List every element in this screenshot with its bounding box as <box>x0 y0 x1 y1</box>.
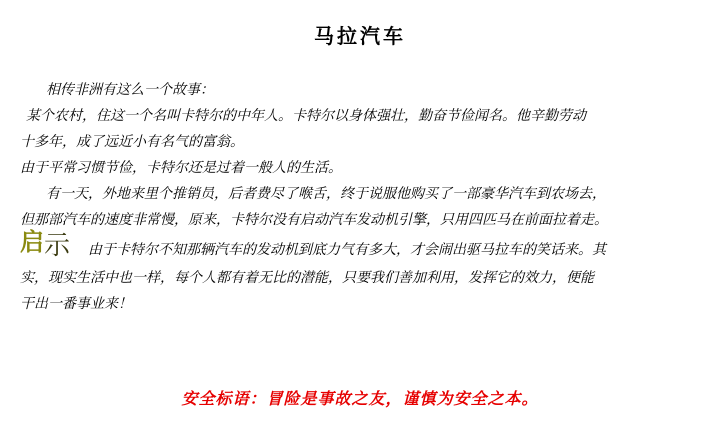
story-body <box>20 77 710 317</box>
safety-slogan-text: 冒险是事故之友，谨慎为安全之本。 <box>266 389 539 408</box>
enlightenment-heading-char-1: 启 <box>20 227 44 256</box>
paragraph-4-line-2: 实，现实生活中也一样，每个人都有着无比的潜能，只要我们善加利用，发挥它的效力，便能 <box>20 270 594 286</box>
paragraph-1-line-2: 十多年，成了远近小有名气的富翁。 <box>20 134 244 150</box>
paragraph-2: 由于平常习惯节俭，卡特尔还是过着一般人的生活。 <box>20 160 342 176</box>
page-title: 马拉汽车 <box>314 24 406 48</box>
paragraph-4-line-3: 干出一番事业来！ <box>20 296 132 312</box>
paragraph-3-line-1: 有一天，外地来里个推销员，后者费尽了喉舌，终于说服他购买了一部豪华汽车到农场去， <box>46 186 606 202</box>
paragraph-3-line-2: 但那部汽车的速度非常慢，原来，卡特尔没有启动汽车发动机引擎，只用四匹马在前面拉着走。 <box>20 212 608 228</box>
intro-line: 相传非洲有这么一个故事： <box>46 82 214 98</box>
paragraph-4-line-1 <box>20 227 710 265</box>
safety-slogan-label: 安全标语： <box>181 389 267 408</box>
paragraph-4-line-1-text: 由于卡特尔不知那辆汽车的发动机到底力气有多大，才会闹出驱马拉车的笑话来。其 <box>88 242 606 258</box>
safety-slogan <box>0 386 720 409</box>
paragraph-1-line-1: 某个农村，住这一个名叫卡特尔的中年人。卡特尔以身体强壮，勤奋节俭闻名。他辛勤劳动 <box>26 108 586 124</box>
enlightenment-heading-char-2: 示 <box>44 231 71 261</box>
enlightenment-block <box>20 227 710 317</box>
enlightenment-heading <box>20 227 88 265</box>
